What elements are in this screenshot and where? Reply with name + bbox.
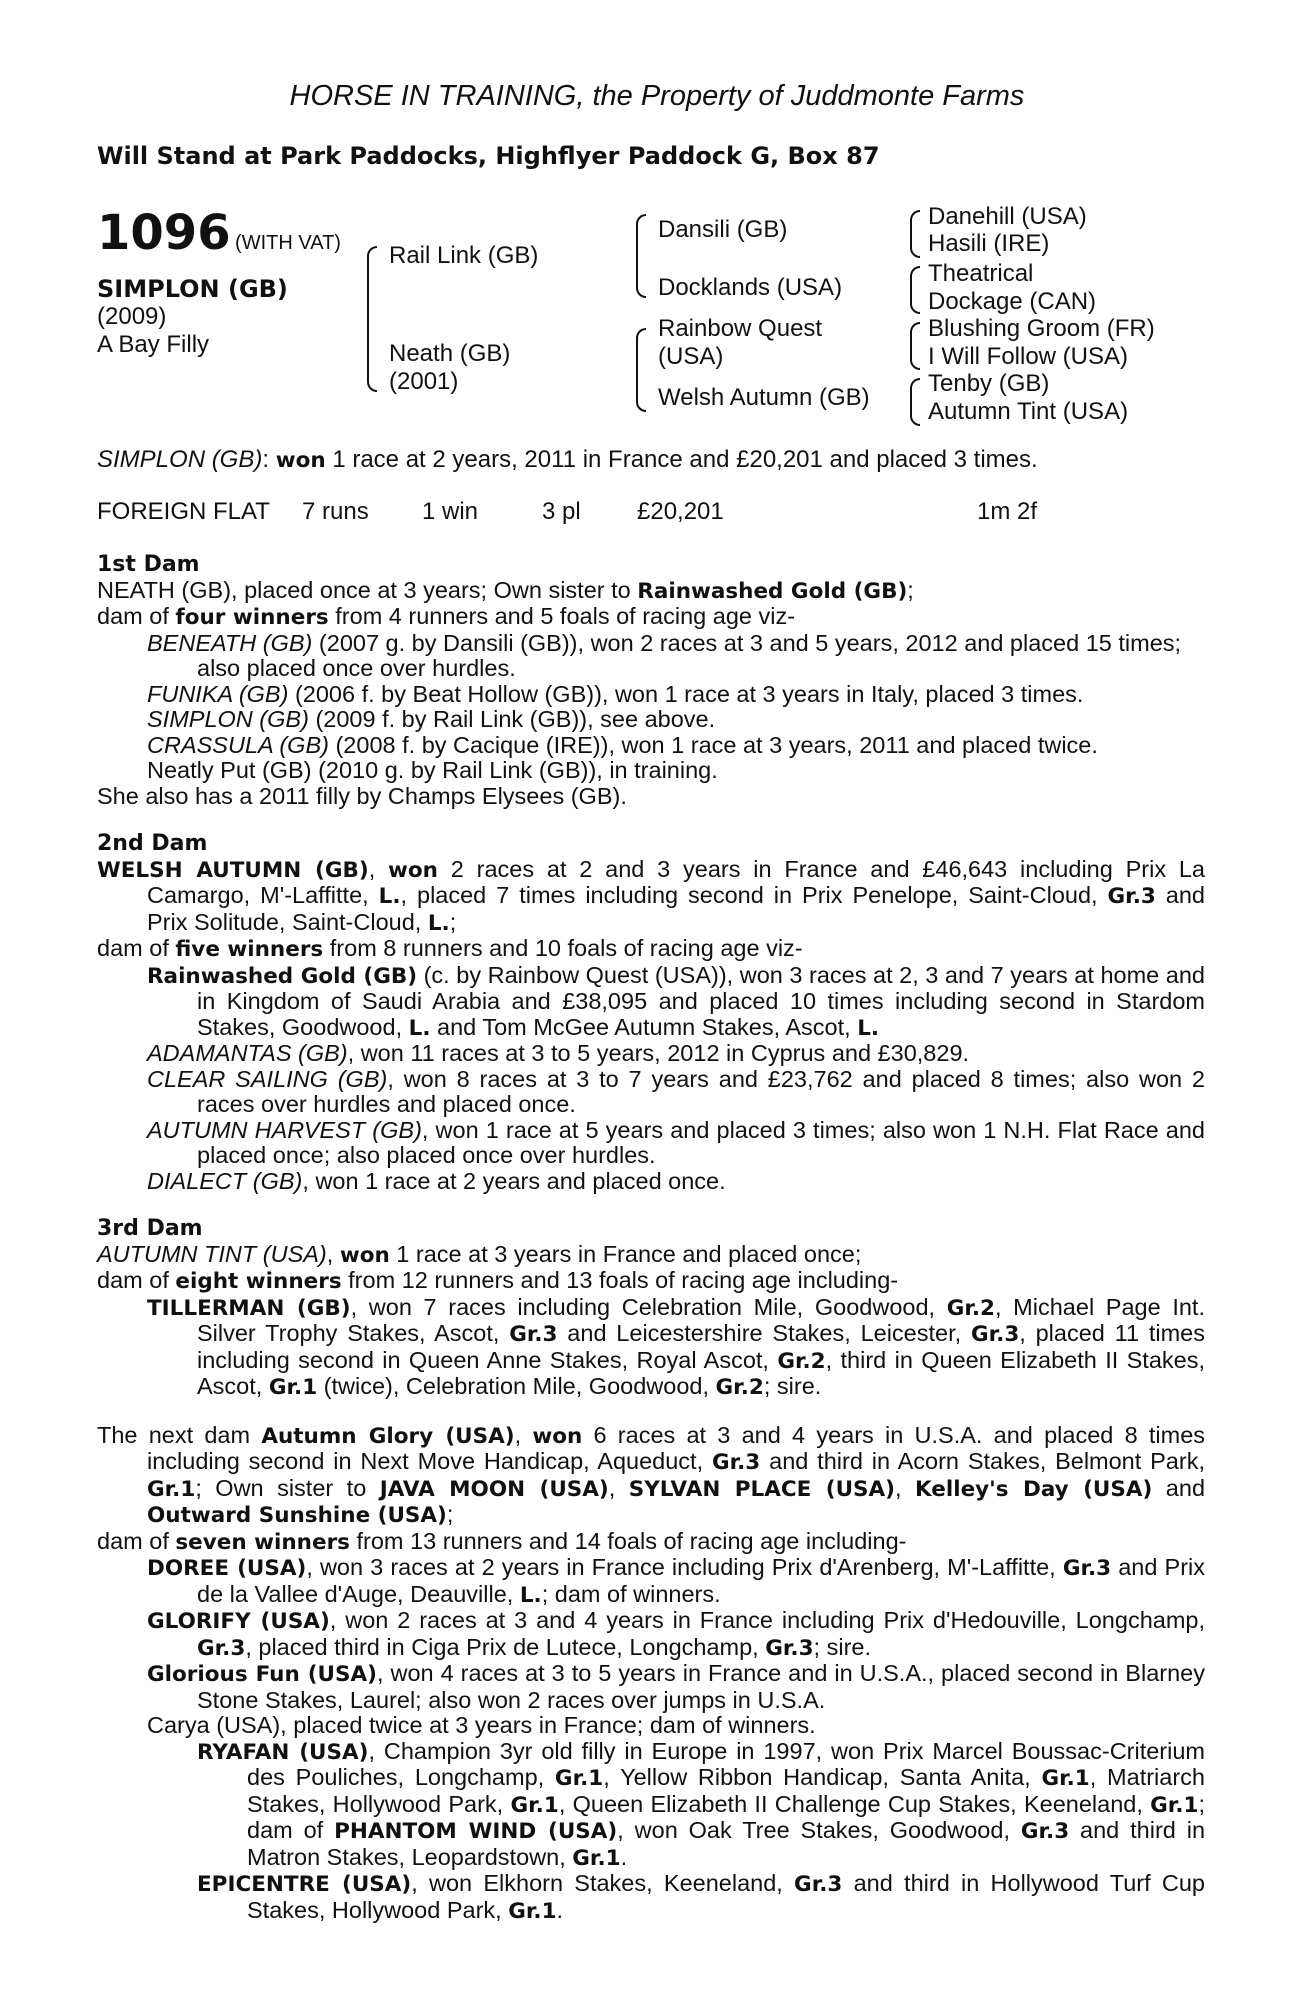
produce-name: AUTUMN HARVEST (GB) bbox=[147, 1116, 422, 1143]
text-bold: five winners bbox=[175, 937, 324, 962]
produce-text: , won 2 races at 3 and 4 years in France including Prix d'Hedouville, Longchamp, bbox=[329, 1607, 1206, 1633]
produce-name: CRASSULA (GB) bbox=[147, 731, 329, 758]
third-dam-produce-line bbox=[97, 1268, 1205, 1295]
produce-entry bbox=[97, 1555, 1205, 1608]
produce-name: RYAFAN (USA) bbox=[197, 1739, 369, 1765]
text-bold: four winners bbox=[175, 605, 329, 630]
text-bold: Gr.2 bbox=[715, 1375, 764, 1400]
brace bbox=[910, 210, 920, 258]
text: from 4 runners and 5 foals of racing age viz- bbox=[328, 603, 796, 629]
produce-entry bbox=[97, 1713, 1205, 1739]
dam-sire-line1: Rainbow Quest bbox=[658, 315, 823, 342]
text-bold: seven winners bbox=[175, 1529, 350, 1555]
text-bold: Gr.1 bbox=[1150, 1792, 1199, 1818]
record-runs: 7 runs bbox=[302, 498, 369, 525]
text: , bbox=[514, 1421, 533, 1448]
dam-records bbox=[97, 552, 1205, 1924]
text-bold: won bbox=[339, 1242, 390, 1268]
text-bold: Gr.3 bbox=[1062, 1556, 1112, 1581]
produce-text: ; dam of bbox=[247, 1790, 1205, 1843]
produce-text: Neatly Put (GB) (2010 g. by Rail Link (GB)), in training. bbox=[147, 757, 718, 783]
sire: Rail Link (GB) bbox=[389, 242, 539, 269]
sire-sire: Dansili (GB) bbox=[658, 216, 788, 243]
text-bold: Gr.2 bbox=[777, 1348, 826, 1374]
text-bold: Gr.3 bbox=[197, 1635, 246, 1661]
record-earnings: £20,201 bbox=[637, 498, 724, 525]
text: 6 races at 3 and 4 years in U.S.A. and placed 8 times including second in Next Move Handicap, Aqueduct, bbox=[147, 1421, 1206, 1474]
produce-entry bbox=[97, 631, 1205, 682]
produce-text: , won 3 races at 2 years in France including Prix d'Arenberg, M'-Laffitte, bbox=[306, 1554, 1063, 1580]
produce-text: , Queen Elizabeth II Challenge Cup Stakes, Keeneland, bbox=[558, 1790, 1151, 1817]
text: ; bbox=[446, 1501, 454, 1527]
text-bold: Gr.1 bbox=[572, 1845, 621, 1871]
dam-dam-dam: Autumn Tint (USA) bbox=[928, 398, 1129, 425]
produce-entry bbox=[97, 1067, 1205, 1118]
produce-text: ; sire. bbox=[763, 1373, 822, 1399]
record-placed: 3 pl bbox=[542, 498, 581, 525]
produce-text: , placed third in Ciga Prix de Lutece, Longchamp, bbox=[245, 1633, 766, 1660]
produce-text: . bbox=[556, 1896, 564, 1923]
text: from 12 runners and 13 foals of racing age including- bbox=[341, 1267, 899, 1293]
produce-text: and Leicestershire Stakes, Leicester, bbox=[557, 1320, 971, 1346]
produce-entry bbox=[97, 1871, 1205, 1924]
produce-text: , won 4 races at 3 to 5 years in France and in U.S.A., placed second in Blarney Stone Stakes, Laurel; also won 2 races over jumps in U.S.A. bbox=[197, 1660, 1205, 1713]
text-bold: L. bbox=[408, 1015, 431, 1041]
produce-text: , won 8 races at 3 to 7 years and £23,762 and placed 8 times; also won 2 races over hurdles and placed once. bbox=[197, 1065, 1205, 1117]
third-dam-line bbox=[97, 1242, 1205, 1269]
sire-sire-sire: Danehill (USA) bbox=[928, 203, 1087, 230]
produce-name: EPICENTRE (USA) bbox=[197, 1872, 412, 1897]
produce-text: , won 7 races including Celebration Mile, Goodwood, bbox=[350, 1293, 947, 1320]
produce-text: (2006 f. by Beat Hollow (GB)), won 1 race at 3 years in Italy, placed 3 times. bbox=[288, 680, 1084, 707]
record-distance: 1m 2f bbox=[977, 498, 1038, 525]
horse-description: A Bay Filly bbox=[97, 331, 210, 358]
brace bbox=[636, 214, 646, 298]
produce-entry bbox=[97, 758, 1205, 784]
text-bold: Gr.2 bbox=[946, 1295, 996, 1321]
record-label: FOREIGN FLAT bbox=[97, 498, 270, 525]
text: and Prix Solitude, Saint-Cloud, bbox=[147, 882, 1205, 935]
text-bold: Gr.3 bbox=[1107, 884, 1156, 909]
second-dam-produce-line bbox=[97, 936, 1205, 963]
produce-entry bbox=[97, 963, 1205, 1042]
third-dam-heading: 3rd Dam bbox=[97, 1216, 203, 1241]
produce-text: ; sire. bbox=[813, 1633, 872, 1660]
brace bbox=[910, 322, 920, 370]
text: dam of bbox=[97, 935, 176, 961]
dam: Neath (GB) bbox=[389, 340, 511, 367]
text-bold: Gr.3 bbox=[794, 1872, 843, 1897]
produce-name: GLORIFY (USA) bbox=[147, 1609, 330, 1634]
produce-text: and third in Matron Stakes, Leopardstown, bbox=[247, 1817, 1206, 1870]
produce-text: , Yellow Ribbon Handicap, Santa Anita, bbox=[603, 1764, 1042, 1790]
produce-entry bbox=[97, 1739, 1205, 1872]
dam-dam: Welsh Autumn (GB) bbox=[658, 384, 870, 411]
text: The next dam bbox=[97, 1421, 262, 1448]
produce-entry bbox=[97, 682, 1205, 708]
produce-name: ADAMANTAS (GB) bbox=[147, 1040, 348, 1066]
text-bold: L. bbox=[378, 884, 401, 909]
text-bold: L. bbox=[857, 1015, 880, 1041]
produce-text: , third in Queen Elizabeth II Stakes, Ascot, bbox=[197, 1346, 1205, 1399]
produce-text: (2009 f. by Rail Link (GB)), see above. bbox=[308, 706, 716, 732]
stabling-location: Will Stand at Park Paddocks, Highflyer Paddock G, Box 87 bbox=[97, 142, 880, 170]
text-bold: Gr.1 bbox=[268, 1375, 318, 1400]
text-bold: PHANTOM WIND (USA) bbox=[334, 1819, 618, 1844]
brace bbox=[636, 328, 646, 412]
next-dam-produce-line bbox=[97, 1529, 1205, 1556]
produce-name: Glorious Fun (USA) bbox=[147, 1662, 377, 1687]
produce-name: DOREE (USA) bbox=[147, 1556, 307, 1581]
horse-year: (2009) bbox=[97, 303, 167, 330]
produce-entry bbox=[97, 1041, 1205, 1067]
produce-text: (2008 f. by Cacique (IRE)), won 1 race at 3 years, 2011 and placed twice. bbox=[328, 731, 1098, 758]
record-wins: 1 win bbox=[422, 498, 479, 525]
text: , bbox=[326, 1240, 340, 1267]
produce-entry bbox=[97, 733, 1205, 759]
produce-text: and Tom McGee Autumn Stakes, Ascot, bbox=[430, 1013, 858, 1040]
text-bold: won bbox=[388, 857, 438, 883]
dam-sire-line2: (USA) bbox=[658, 343, 724, 370]
text-bold: L. bbox=[519, 1582, 542, 1608]
produce-text: , won 11 races at 3 to 5 years, 2012 in Cyprus and £30,829. bbox=[347, 1040, 970, 1066]
text-bold: Autumn Glory (USA) bbox=[261, 1423, 515, 1449]
lot-heading bbox=[97, 205, 341, 261]
dam-sire-dam: I Will Follow (USA) bbox=[928, 343, 1129, 370]
sire-dam: Docklands (USA) bbox=[658, 274, 843, 301]
produce-entry bbox=[97, 1608, 1205, 1661]
text: ; bbox=[449, 908, 457, 935]
text-bold: Gr.3 bbox=[970, 1322, 1020, 1347]
text: dam of bbox=[97, 603, 176, 629]
page-header: HORSE IN TRAINING, the Property of Juddmonte Farms bbox=[289, 80, 1025, 112]
text: dam of bbox=[97, 1267, 176, 1293]
first-dam-heading: 1st Dam bbox=[97, 552, 200, 577]
text-bold: Gr.1 bbox=[510, 1792, 559, 1818]
produce-name: DIALECT (GB) bbox=[147, 1167, 303, 1194]
text: dam of bbox=[97, 1527, 176, 1554]
text: ; Own sister to bbox=[195, 1474, 380, 1501]
text-bold: Gr.3 bbox=[509, 1322, 558, 1347]
produce-text: , Matriarch Stakes, Hollywood Park, bbox=[247, 1764, 1205, 1817]
text-bold: Gr.1 bbox=[147, 1476, 196, 1502]
text: , bbox=[894, 1474, 915, 1501]
brace bbox=[910, 378, 920, 426]
text: from 8 runners and 10 foals of racing age viz- bbox=[323, 935, 803, 961]
text-bold: Kelley's Day (USA) bbox=[914, 1476, 1153, 1502]
produce-text: , Michael Page Int. Silver Trophy Stakes, Ascot, bbox=[197, 1293, 1205, 1346]
produce-entry bbox=[97, 1169, 1205, 1195]
text-bold: won bbox=[532, 1423, 583, 1449]
first-dam-line bbox=[97, 578, 1205, 605]
produce-text: (twice), Celebration Mile, Goodwood, bbox=[317, 1373, 716, 1399]
text-bold: Gr.1 bbox=[508, 1898, 557, 1924]
produce-name: TILLERMAN (GB) bbox=[147, 1295, 351, 1321]
dam-sire-sire: Blushing Groom (FR) bbox=[928, 315, 1155, 342]
brace bbox=[367, 246, 377, 392]
produce-text: , won 1 race at 5 years and placed 3 times; also won 1 N.H. Flat Race and placed once; also placed once over hurdles. bbox=[197, 1116, 1205, 1168]
produce-entry bbox=[97, 1661, 1205, 1713]
text: 1 race at 3 years in France and placed once; bbox=[389, 1240, 862, 1267]
text-bold: Gr.1 bbox=[554, 1766, 604, 1791]
summary-text: 1 race at 2 years, 2011 in France and £20,201 and placed 3 times. bbox=[325, 446, 1038, 473]
produce-entry bbox=[97, 1295, 1205, 1401]
horse-name: SIMPLON (GB) bbox=[97, 275, 288, 303]
text-bold: Gr.3 bbox=[1020, 1819, 1070, 1844]
sire-sire-dam: Hasili (IRE) bbox=[928, 230, 1050, 257]
text-bold: Gr.1 bbox=[1041, 1766, 1090, 1791]
produce-text: (2007 g. by Dansili (GB)), won 2 races at 3 and 5 years, 2012 and placed 15 times; also placed once over hurdles. bbox=[197, 629, 1182, 681]
produce-entry bbox=[97, 707, 1205, 733]
produce-text: , placed 11 times including second in Queen Anne Stakes, Royal Ascot, bbox=[197, 1320, 1205, 1373]
produce-name: CLEAR SAILING (GB) bbox=[147, 1065, 388, 1092]
text-bold: eight winners bbox=[175, 1269, 342, 1294]
text-bold: L. bbox=[427, 910, 450, 936]
produce-text: and third in Hollywood Turf Cup Stakes, Hollywood Park, bbox=[247, 1870, 1206, 1923]
second-dam-line bbox=[97, 857, 1205, 937]
racing-summary: SIMPLON (GB): won 1 race at 2 years, 2011 in France and £20,201 and placed 3 times. bbox=[97, 446, 1038, 473]
produce-text: , won 1 race at 2 years and placed once. bbox=[302, 1167, 726, 1194]
dam-year: (2001) bbox=[389, 368, 459, 395]
produce-name: BENEATH (GB) bbox=[147, 629, 313, 656]
text-bold: Gr.3 bbox=[765, 1635, 814, 1661]
text: 2 races at 2 and 3 years in France and £46,643 including Prix La Camargo, M'-Laffitte, bbox=[147, 855, 1206, 908]
lot-number: 1096 bbox=[97, 205, 231, 261]
summary-won: won bbox=[275, 448, 326, 473]
text-bold: Rainwashed Gold (GB) bbox=[637, 578, 908, 604]
sire-dam-dam: Dockage (CAN) bbox=[928, 288, 1097, 315]
produce-text: , won Elkhorn Stakes, Keeneland, bbox=[411, 1870, 795, 1896]
produce-text: ; dam of winners. bbox=[541, 1580, 721, 1607]
text: and bbox=[1152, 1474, 1206, 1501]
produce-text: (c. by Rainbow Quest (USA)), won 3 races at 2, 3 and 7 years at home and in Kingdom of Saudi Arabia and £38,095 and placed 10 times including second in Stardom Stakes, Goodwood, bbox=[197, 961, 1205, 1040]
produce-name: SIMPLON (GB) bbox=[147, 706, 309, 732]
first-dam-produce-line bbox=[97, 604, 1205, 631]
text-bold: JAVA MOON (USA) bbox=[379, 1476, 609, 1502]
text-italic: AUTUMN TINT (USA) bbox=[97, 1240, 327, 1267]
text: ; bbox=[907, 576, 914, 603]
produce-text: Carya (USA), placed twice at 3 years in France; dam of winners. bbox=[147, 1712, 816, 1738]
produce-text: , won Oak Tree Stakes, Goodwood, bbox=[617, 1817, 1021, 1843]
dam-dam-sire: Tenby (GB) bbox=[928, 370, 1050, 397]
text-bold: Outward Sunshine (USA) bbox=[147, 1503, 447, 1528]
summary-horse-name: SIMPLON (GB) bbox=[97, 446, 263, 473]
next-dam-line bbox=[97, 1423, 1205, 1529]
text: from 13 runners and 14 foals of racing age including- bbox=[349, 1527, 907, 1554]
produce-name: Rainwashed Gold (GB) bbox=[147, 963, 418, 989]
produce-text: , Champion 3yr old filly in Europe in 1997, won Prix Marcel Boussac-Criterium des Pouliches, Longchamp, bbox=[247, 1737, 1206, 1790]
text-bold: WELSH AUTUMN (GB) bbox=[97, 857, 369, 883]
brace bbox=[910, 266, 920, 314]
text-bold: SYLVAN PLACE (USA) bbox=[628, 1476, 895, 1502]
first-dam-closing: She also has a 2011 filly by Champs Elysees (GB). bbox=[97, 782, 627, 809]
produce-entry bbox=[97, 1118, 1205, 1169]
produce-text: and Prix de la Vallee d'Auge, Deauville, bbox=[197, 1554, 1205, 1607]
text: and third in Acorn Stakes, Belmont Park, bbox=[760, 1448, 1205, 1474]
produce-text: . bbox=[620, 1843, 628, 1870]
text-bold: Gr.3 bbox=[711, 1450, 761, 1475]
text: , bbox=[608, 1474, 629, 1501]
produce-name: FUNIKA (GB) bbox=[147, 680, 289, 707]
sire-dam-sire: Theatrical bbox=[928, 260, 1034, 287]
text: NEATH (GB), placed once at 3 years; Own sister to bbox=[97, 576, 638, 603]
second-dam-heading: 2nd Dam bbox=[97, 831, 208, 856]
vat-note: (WITH VAT) bbox=[235, 232, 341, 254]
text: , bbox=[368, 855, 389, 882]
text: , placed 7 times including second in Prix Penelope, Saint-Cloud, bbox=[400, 882, 1108, 908]
